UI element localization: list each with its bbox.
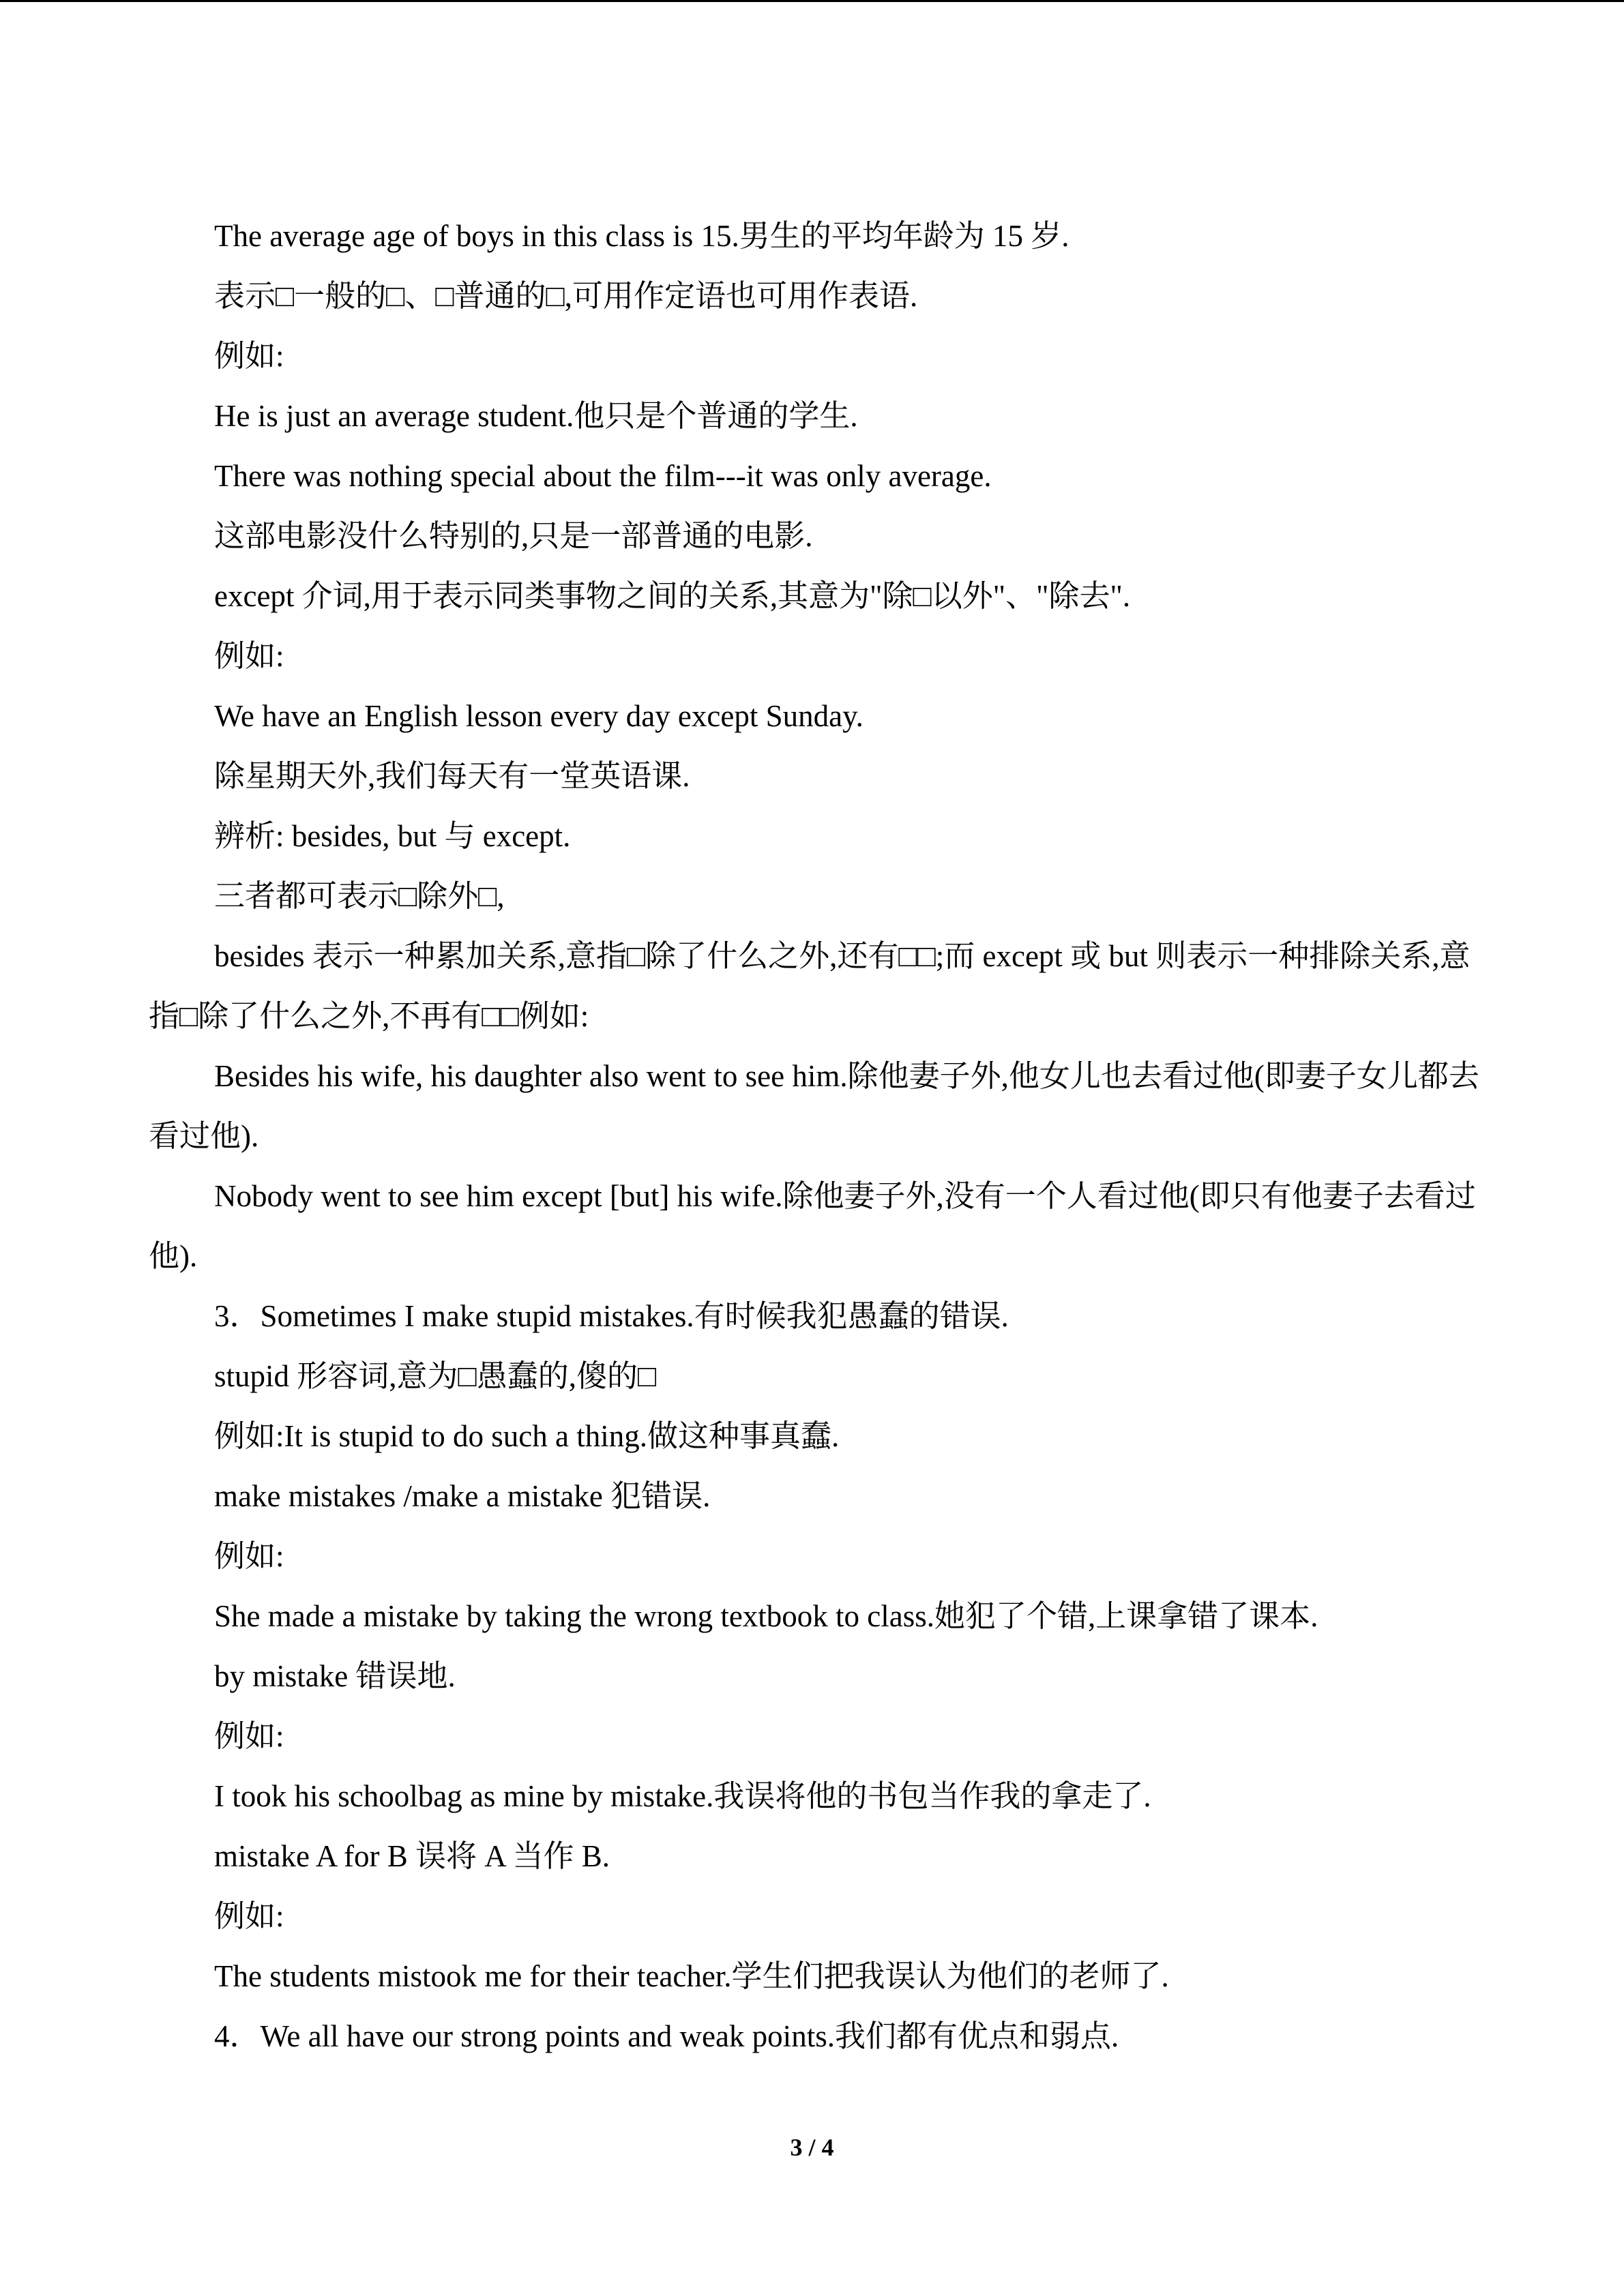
paragraph-english-lesson: We have an English lesson every day except Sunday. bbox=[214, 699, 863, 733]
example-label: 例如: bbox=[214, 1899, 284, 1933]
paragraph-mistake-a-for-b: mistake A for B 误将 A 当作 B. bbox=[214, 1839, 610, 1873]
paragraph-film-translation: 这部电影没什么特别的,只是一部普通的电影. bbox=[214, 519, 813, 553]
paragraph-english-lesson-translation: 除星期天外,我们每天有一堂英语课. bbox=[214, 759, 690, 793]
page-number: 3 / 4 bbox=[790, 2134, 834, 2161]
example-label: 例如: bbox=[214, 1719, 284, 1753]
paragraph-except-definition: except 介词,用于表示同类事物之间的关系,其意为"除□以外"、"除去". bbox=[214, 579, 1131, 613]
paragraph-average-student: He is just an average student.他只是个普通的学生. bbox=[214, 399, 858, 433]
paragraph-stupid-example: 例如:It is stupid to do such a thing.做这种事真蠢. bbox=[214, 1419, 840, 1453]
paragraph-wrong-textbook: She made a mistake by taking the wrong textbook to class.她犯了个错,上课拿错了课本. bbox=[214, 1599, 1318, 1633]
example-label: 例如: bbox=[214, 1539, 284, 1573]
paragraph-film-average: There was nothing special about the film---it was only average. bbox=[214, 459, 992, 493]
paragraph-besides-example: Besides his wife, his daughter also went to see him.除他妻子外,他女儿也去看过他(即妻子女儿都去看过他). bbox=[149, 1059, 1479, 1153]
paragraph-distinction-heading: 辨析: besides, but 与 except. bbox=[214, 819, 571, 853]
document-body bbox=[149, 206, 1482, 2066]
example-label: 例如: bbox=[214, 339, 284, 373]
paragraph-except-example: Nobody went to see him except [but] his wife.除他妻子外,没有一个人看过他(即只有他妻子去看过他). bbox=[149, 1179, 1476, 1273]
paragraph-mistook-teacher: The students mistook me for their teacher.学生们把我误认为他们的老师了. bbox=[214, 1959, 1169, 1993]
example-label: 例如: bbox=[214, 639, 284, 673]
paragraph-average-age: The average age of boys in this class is 15.男生的平均年龄为 15 岁. bbox=[214, 219, 1069, 253]
paragraph-stupid-definition: stupid 形容词,意为□愚蠢的,傻的□ bbox=[214, 1359, 657, 1393]
paragraph-item-4: 4．We all have our strong points and weak points.我们都有优点和弱点. bbox=[214, 2019, 1119, 2053]
paragraph-item-3: 3．Sometimes I make stupid mistakes.有时候我犯愚蠢的错误. bbox=[214, 1299, 1009, 1333]
paragraph-by-mistake: by mistake 错误地. bbox=[214, 1659, 456, 1693]
paragraph-average-meaning: 表示□一般的□、□普通的□,可用作定语也可用作表语. bbox=[214, 279, 918, 313]
top-border-rule bbox=[0, 0, 1624, 2]
paragraph-schoolbag: I took his schoolbag as mine by mistake.我误将他的书包当作我的拿走了. bbox=[214, 1779, 1151, 1813]
paragraph-all-three: 三者都可表示□除外□, bbox=[214, 879, 505, 913]
paragraph-besides-explanation: besides 表示一种累加关系,意指□除了什么之外,还有□□;而 except 或 but 则表示一种排除关系,意指□除了什么之外,不再有□□例如: bbox=[149, 939, 1471, 1033]
paragraph-make-mistakes: make mistakes /make a mistake 犯错误. bbox=[214, 1479, 711, 1513]
